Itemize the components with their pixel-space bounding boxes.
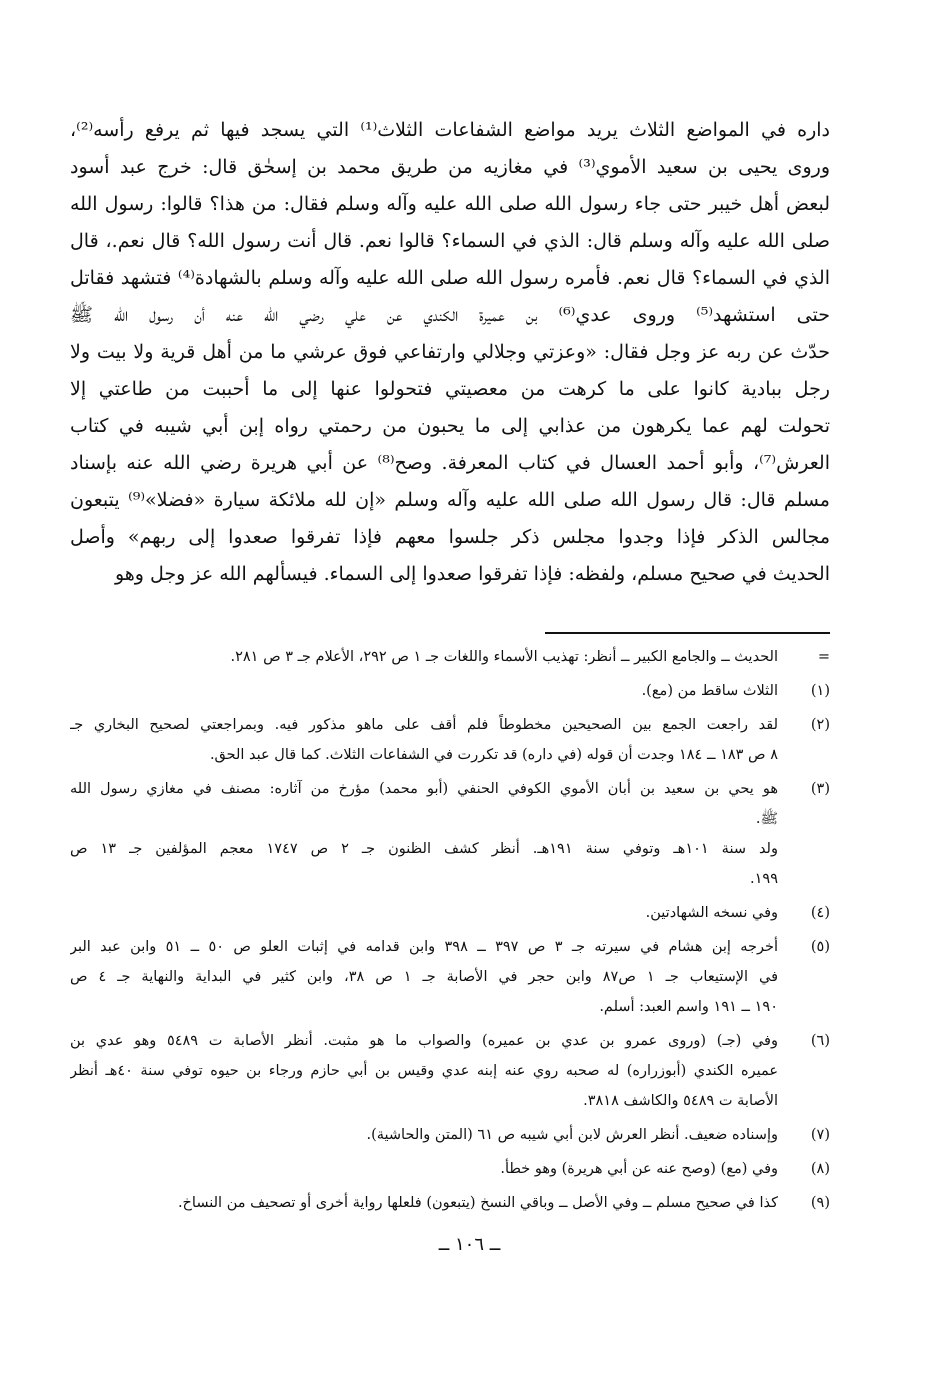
footnote — [70, 1026, 830, 1116]
footnote — [70, 710, 830, 770]
footnote-number: (٢) — [810, 717, 830, 733]
text-line: مسلم قال: قال رسول الله صلى الله عليه وآله وسلم «إن لله ملائكة سيارة «فضلا»⁽⁹⁾ يتبعون — [70, 489, 830, 511]
footnote-number: (٤) — [810, 905, 830, 921]
text-line: لبعض أهل خيبر حتى جاء رسول الله صلى الله عليه وآله وسلم فقال: من هذا؟ قالوا: رسول الله — [70, 193, 830, 215]
footnote-number: (٥) — [810, 939, 830, 955]
main-text — [70, 112, 830, 593]
text-line: حدّث عن ربه عز وجل فقال: «وعزتي وجلالي وارتفاعي فوق عرشي ما من أهل قرية ولا بيت ولا — [70, 341, 830, 363]
footnote-line: وفي (مع) (وصح عنه عن أبي هريرة) وهو خطأ. — [500, 1161, 778, 1177]
text-line: صلى الله عليه وآله وسلم قال: الذي في السماء؟ قالوا نعم. قال أنت رسول الله؟ قال نعم.، قال — [70, 230, 830, 252]
footnote-line: ٨ ص ١٨٣ ــ ١٨٤ وجدت أن قوله (في داره) قد تكررت في الشفاعات الثلاث. كما قال عبد الحق. — [209, 747, 778, 763]
text-line: مجالس الذكر فإذا وجدوا مجلس ذكر جلسوا معهم فإذا تفرقوا صعدوا إلى ربهم» وأصل — [70, 526, 830, 548]
footnote-line: وإسناده ضعيف. أنظر العرش لابن أبي شيبه ص ٦١ (المتن والحاشية). — [366, 1127, 778, 1143]
footnote — [70, 642, 830, 672]
footnote-line: وفي نسخه الشهادتين. — [645, 905, 778, 921]
footnote-line: هو يحي بن سعيد بن أبان الأموي الكوفي الحنفي (أبو محمد) مؤرخ من آثاره: مصنف في مغازي رسول الله — [70, 781, 778, 797]
footnotes — [70, 642, 830, 1222]
footnote-line: كذا في صحيح مسلم ــ وفي الأصل ــ وباقي النسخ (يتبعون) فلعلها رواية أخرى أو تصحيف من النساخ. — [177, 1195, 778, 1211]
footnote — [70, 1188, 830, 1218]
footnote — [70, 1120, 830, 1150]
footnote — [70, 676, 830, 706]
footnote-number: = — [817, 649, 830, 665]
text-line: حتى استشهد⁽⁵⁾ وروى عدي⁽⁶⁾ بن عميرة الكندي عن علي رضي الله عنه أن رسول الله ﷺ — [70, 304, 830, 326]
footnote-line: الأصابة ت ٥٤٨٩ والكاشف ٣٨١٨. — [583, 1093, 778, 1109]
text-line: الحديث في صحيح مسلم، ولفظه: فإذا تفرقوا صعدوا إلى السماء. فيسألهم الله عز وجل وهو — [114, 563, 830, 585]
text-line: رجل ببادية كانوا على ما كرهت من معصيتي فتحولوا عنها إلى ما أحببت من طاعتي إلا — [70, 378, 830, 400]
text-line: داره في المواضع الثلاث يريد مواضع الشفاعات الثلاث⁽¹⁾ التي يسجد فيها ثم يرفع رأسه⁽²⁾، — [70, 119, 830, 141]
footnote-line: لقد راجعت الجمع بين الصحيحين مخطوطاً فلم أقف على ماهو مذكور فيه. وبمراجعتي لصحيح البخاري جـ — [70, 717, 778, 733]
footnote-line: عميره الكندي (أبوزراره) له صحبه روي عنه إبنه عدي وقيس بن أبي حازم ورجاء بن حيوه توفي سنة ٤٠هـ أنظر — [70, 1063, 778, 1079]
footnote-number: (٩) — [810, 1195, 830, 1211]
footnote — [70, 774, 830, 894]
footnote-line: ١٩٩. — [750, 871, 778, 887]
text-line: العرش⁽⁷⁾، وأبو أحمد العسال في كتاب المعرفة. وصح⁽⁸⁾ عن أبي هريرة رضي الله عنه بإسناد — [70, 452, 830, 474]
footnote — [70, 898, 830, 928]
page-number: ــ ١٠٦ ــ — [438, 1234, 501, 1255]
footnote-number: (٧) — [810, 1127, 830, 1143]
footnote-separator — [545, 632, 830, 634]
footnote-line: في الإستيعاب جـ ١ ص٨٧ وابن حجر في الأصابة جـ ١ ص ٣٨، وابن كثير في البداية والنهاية جـ ٤ ص — [70, 969, 778, 985]
footnote-number: (١) — [810, 683, 830, 699]
footnote-line: ١٩٠ ــ ١٩١ واسم العبد: أسلم. — [599, 999, 778, 1015]
text-line: وروى يحيى بن سعيد الأموي⁽³⁾ في مغازيه من طريق محمد بن إسحٰق قال: خرج عبد أسود — [70, 156, 830, 178]
footnote-line: الحديث ــ والجامع الكبير ــ أنظر: تهذيب الأسماء واللغات جـ ١ ص ٢٩٢، الأعلام جـ ٣ ص ٢٨١. — [230, 649, 778, 665]
text-line: الذي في السماء؟ قال نعم. فأمره رسول الله صلى الله عليه وآله وسلم بالشهادة⁽⁴⁾ فتشهد فقاتل — [70, 267, 830, 289]
footnote-line: الثلاث ساقط من (مع). — [641, 683, 778, 699]
footnote-line: ولد سنة ١٠١هـ وتوفي سنة ١٩١هـ. أنظر كشف الظنون جـ ٢ ص ١٧٤٧ معجم المؤلفين جـ ١٣ ص — [70, 841, 778, 857]
footnote — [70, 1154, 830, 1184]
footnote-number: (٦) — [810, 1033, 830, 1049]
footnote-line: ﷺ. — [755, 811, 778, 827]
text-line: تحولت لهم عما يكرهون من عذابي إلى ما يحبون من رحمتي رواه إبن أبي شيبه في كتاب — [70, 415, 830, 437]
footnote-number: (٣) — [810, 781, 830, 797]
footnote-line: أخرجه إبن هشام في سيرته جـ ٣ ص ٣٩٧ ــ ٣٩٨ وابن قدامه في إثبات العلو ص ٥٠ ــ ٥١ وابن عبد البر — [70, 939, 778, 955]
footnote-line: وفي (جـ) (وروى عمرو بن عدي بن عميره) والصواب ما هو مثبت. أنظر الأصابة ت ٥٤٨٩ وهو عدي بن — [70, 1033, 778, 1049]
footnote-number: (٨) — [810, 1161, 830, 1177]
footnote — [70, 932, 830, 1022]
